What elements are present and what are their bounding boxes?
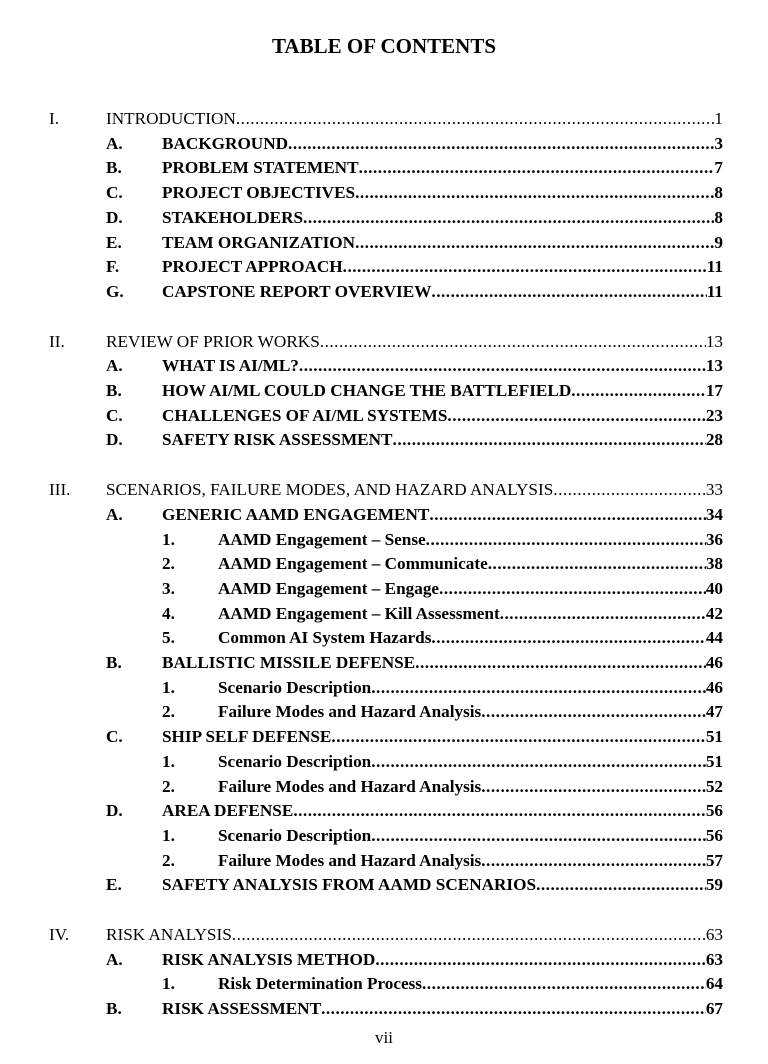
- toc-entry: [0, 351, 723, 376]
- toc-entry-page: 40: [705, 578, 723, 598]
- toc-entry-title: RISK ANALYSIS: [106, 925, 232, 944]
- dot-leader: [536, 875, 706, 895]
- toc-entry: [0, 153, 723, 178]
- dot-leader: [355, 183, 714, 203]
- dot-leader: [431, 628, 705, 648]
- toc-entry-title: PROJECT OBJECTIVES: [162, 183, 356, 203]
- toc-entry-page: 52: [705, 776, 723, 796]
- toc-entry-title: WHAT IS AI/ML?: [162, 356, 299, 376]
- toc-entry: [0, 599, 723, 624]
- toc-entry: [0, 623, 723, 648]
- toc-entry-page: 38: [705, 554, 723, 574]
- toc-entry-number: I.: [49, 109, 60, 128]
- dot-leader: [371, 752, 706, 772]
- toc-entry-number: D.: [106, 430, 123, 450]
- toc-entry-title: Scenario Description: [218, 751, 372, 771]
- toc-entry-title: Failure Modes and Hazard Analysis: [218, 702, 482, 722]
- toc-entry-title: AAMD Engagement – Kill Assessment: [218, 603, 500, 623]
- toc-entry: [0, 796, 723, 821]
- toc-entry-number: A.: [106, 949, 123, 969]
- toc-entry-number: 2.: [162, 850, 175, 870]
- dot-leader: [571, 381, 706, 401]
- toc-entry-number: 3.: [162, 578, 175, 598]
- toc-entry-title: SAFETY RISK ASSESSMENT: [162, 430, 393, 450]
- toc-entry-page: 17: [705, 381, 723, 400]
- toc-entry-page: 57: [705, 850, 723, 870]
- toc-entry-page: 11: [706, 257, 723, 277]
- toc-entry-title: Scenario Description: [218, 825, 372, 845]
- dot-leader: [293, 801, 705, 821]
- dot-leader: [320, 332, 706, 352]
- toc-entry: [0, 747, 723, 772]
- dot-leader: [553, 480, 706, 500]
- toc-entry-number: D.: [106, 207, 123, 227]
- dot-leader: [447, 406, 705, 426]
- toc-entry-number: III.: [49, 480, 71, 500]
- dot-leader: [359, 158, 715, 178]
- dot-leader: [439, 579, 706, 599]
- toc-entry: [0, 178, 723, 203]
- toc-entry-page: 13: [705, 331, 723, 351]
- toc-entry-number: C.: [106, 183, 123, 203]
- toc-entry: [0, 228, 723, 253]
- dot-leader: [426, 530, 706, 550]
- toc-entry-number: II.: [49, 331, 65, 351]
- toc-entry-title: Common AI System Hazards: [218, 628, 432, 648]
- toc-entry-title: TEAM ORGANIZATION: [162, 232, 356, 252]
- dot-leader: [488, 554, 706, 574]
- toc-entry-page: 34: [705, 504, 723, 524]
- toc-entry: [0, 277, 723, 302]
- toc-entry-title: AAMD Engagement – Sense: [218, 529, 426, 549]
- toc-entry-number: E.: [106, 232, 122, 252]
- toc-entry: [0, 722, 723, 747]
- toc-entry-number: 5.: [162, 628, 175, 648]
- page-number: vii: [375, 1028, 393, 1047]
- toc-entry-title: Scenario Description: [218, 677, 372, 697]
- toc-entry-page: 51: [705, 751, 723, 771]
- toc-entry-number: A.: [106, 356, 123, 376]
- toc-entry-number: C.: [106, 727, 123, 747]
- toc-entry-title: SAFETY ANALYSIS FROM AAMD SCENARIOS: [162, 875, 537, 895]
- toc-entry-number: 2.: [162, 554, 175, 574]
- toc-entry-number: 2.: [162, 702, 175, 722]
- toc-entry-page: 56: [705, 801, 723, 821]
- dot-leader: [375, 950, 705, 970]
- dot-leader: [422, 974, 706, 994]
- toc-entry: [0, 870, 723, 895]
- toc-entry-number: A.: [106, 504, 123, 524]
- toc-entry-title: Failure Modes and Hazard Analysis: [218, 776, 482, 796]
- toc-entry: [0, 525, 723, 550]
- dot-leader: [371, 678, 706, 698]
- toc-entry-title: Risk Determination Process: [218, 974, 422, 994]
- toc-entry: [0, 574, 723, 599]
- toc-entry-title: BALLISTIC MISSILE DEFENSE: [162, 653, 416, 672]
- toc-entry-page: 28: [705, 430, 723, 450]
- toc-entry-number: 1.: [162, 825, 175, 845]
- toc-entry-number: 1.: [162, 751, 175, 771]
- toc-entry-page: 44: [705, 628, 723, 648]
- toc-entry: [0, 376, 723, 401]
- toc-entry-page: 9: [714, 232, 723, 252]
- toc-entry-number: E.: [106, 875, 122, 895]
- toc-entry-page: 59: [705, 875, 723, 895]
- toc-entry: [0, 327, 723, 352]
- toc-entry-title: AREA DEFENSE: [162, 801, 294, 821]
- toc-entry-page: 8: [714, 183, 723, 203]
- toc-entry-page: 1: [714, 109, 723, 128]
- dot-leader: [236, 109, 715, 129]
- toc-entry-title: RISK ASSESSMENT: [162, 999, 322, 1019]
- toc-entry: [0, 549, 723, 574]
- toc-entry: [0, 104, 723, 129]
- toc-entry-page: 64: [705, 974, 723, 994]
- toc-entry-title: PROJECT APPROACH: [162, 257, 343, 277]
- dot-leader: [415, 653, 706, 673]
- toc-entry-number: G.: [106, 281, 124, 301]
- toc-entry-title: AAMD Engagement – Engage: [218, 578, 440, 598]
- dot-leader: [355, 233, 714, 253]
- toc-entry: [0, 945, 723, 970]
- toc-entry: [0, 203, 723, 228]
- toc-entry-number: B.: [106, 653, 122, 672]
- toc-entry-number: D.: [106, 801, 123, 821]
- toc-entry-number: 2.: [162, 776, 175, 796]
- toc-entry-page: 46: [705, 677, 723, 697]
- toc-entry-page: 11: [706, 281, 723, 301]
- toc-entry-page: 67: [705, 999, 723, 1019]
- toc-entry-page: 13: [705, 356, 723, 376]
- toc-entry-number: A.: [106, 133, 123, 153]
- toc-entry-title: CHALLENGES OF AI/ML SYSTEMS: [162, 405, 448, 425]
- toc-entry-number: C.: [106, 405, 123, 425]
- toc-entry-number: F.: [106, 257, 120, 277]
- toc-entry-page: 7: [714, 158, 723, 178]
- dot-leader: [500, 604, 706, 624]
- toc-entry-title: SCENARIOS, FAILURE MODES, AND HAZARD ANALYSIS: [106, 480, 554, 500]
- toc-entry-title: RISK ANALYSIS METHOD: [162, 949, 376, 969]
- toc-entry-number: B.: [106, 381, 122, 400]
- toc-entry: [0, 920, 723, 945]
- toc-entry: [0, 821, 723, 846]
- toc-entry: [0, 846, 723, 871]
- toc-entry-title: STAKEHOLDERS: [162, 207, 304, 227]
- toc-entry-number: 4.: [162, 603, 175, 623]
- toc-entry-page: 63: [705, 949, 723, 969]
- dot-leader: [393, 430, 706, 450]
- toc-entry-title: PROBLEM STATEMENT: [162, 158, 359, 178]
- dot-leader: [371, 826, 706, 846]
- toc-entry-number: 1.: [162, 677, 175, 697]
- toc-entry-page: 36: [705, 529, 723, 549]
- dot-leader: [343, 257, 707, 277]
- toc-entry-title: SHIP SELF DEFENSE: [162, 727, 332, 747]
- toc-entry-page: 51: [705, 727, 723, 747]
- toc-entry-page: 8: [714, 207, 723, 227]
- toc-entry-page: 42: [705, 603, 723, 623]
- dot-leader: [321, 999, 706, 1019]
- toc-entry-number: 1.: [162, 529, 175, 549]
- toc-entry: [0, 252, 723, 277]
- toc-entry-title: INTRODUCTION: [106, 109, 236, 128]
- toc-entry-page: 3: [714, 133, 723, 153]
- dot-leader: [331, 727, 705, 747]
- page-title: TABLE OF CONTENTS: [271, 34, 497, 58]
- toc-entry: [0, 673, 723, 698]
- toc-entry: [0, 401, 723, 426]
- toc-entry-page: 47: [705, 702, 723, 722]
- dot-leader: [429, 505, 705, 525]
- toc-entry: [0, 475, 723, 500]
- toc-entry-page: 23: [705, 405, 723, 425]
- dot-leader: [431, 282, 706, 302]
- dot-leader: [481, 777, 706, 797]
- dot-leader: [299, 356, 706, 376]
- toc-entry: [0, 425, 723, 450]
- toc-entry-title: Failure Modes and Hazard Analysis: [218, 850, 482, 870]
- toc-entry-title: AAMD Engagement – Communicate: [218, 554, 488, 574]
- toc-entry: [0, 994, 723, 1019]
- toc-entry-number: IV.: [49, 925, 70, 944]
- dot-leader: [288, 134, 714, 154]
- toc-entry-page: 33: [705, 480, 723, 500]
- toc-entry-number: 1.: [162, 974, 175, 994]
- dot-leader: [481, 851, 706, 871]
- toc-entry: [0, 500, 723, 525]
- toc-entry-number: B.: [106, 158, 122, 178]
- dot-leader: [232, 925, 706, 945]
- toc-entry-title: CAPSTONE REPORT OVERVIEW: [162, 281, 432, 301]
- toc-entry-title: BACKGROUND: [162, 133, 289, 153]
- toc-entry-title: GENERIC AAMD ENGAGEMENT: [162, 504, 430, 524]
- toc-entry: [0, 648, 723, 673]
- dot-leader: [303, 208, 714, 228]
- toc-entry: [0, 969, 723, 994]
- toc-entry-title: REVIEW OF PRIOR WORKS: [106, 331, 320, 351]
- toc-entry-page: 46: [705, 653, 723, 672]
- toc-entry-page: 63: [705, 925, 723, 944]
- toc-entry-title: HOW AI/ML COULD CHANGE THE BATTLEFIELD: [162, 381, 572, 400]
- toc-entry-page: 56: [705, 825, 723, 845]
- toc-entry-number: B.: [106, 999, 122, 1019]
- toc-entry: [0, 697, 723, 722]
- dot-leader: [481, 702, 706, 722]
- toc-entry: [0, 129, 723, 154]
- toc-entry: [0, 772, 723, 797]
